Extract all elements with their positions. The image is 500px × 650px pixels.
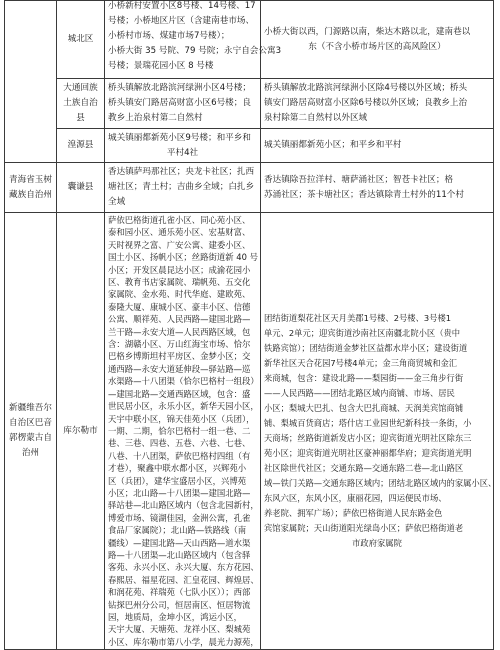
province-cell [5, 1, 57, 163]
table-row [5, 79, 494, 129]
county-cell: 大通回族土族自治县 [57, 79, 105, 129]
county-cell: 湟源县 [57, 129, 105, 163]
province-cell: 青海省玉树藏族自治州 [5, 163, 57, 213]
table-row [5, 163, 494, 213]
county-cell: 库尔勒市 [57, 213, 105, 650]
table-row [5, 213, 494, 650]
high-risk-area-cell: 桥头镇解放北路滨河绿洲小区4号楼； 桥头镇安门路居高财富小区6号楼；良 教乡上治泉村第二自然村 [105, 79, 261, 129]
table-row [5, 1, 494, 79]
county-cell: 城北区 [57, 1, 105, 79]
high-risk-area-cell: 萨依巴格街道孔雀小区、同心苑小区、 泰和园小区、通乐苑小区、宏基财富、 天时视界之富、广安公寓、建委小区、 国土小区、扬帆小区；丝路街道新 40 号 小区；开发区晨昆达小区；成渝花园小 区、教育书店家属院、瑞帆苑、五交化 家属院、金水苑、时代华庭、建欧苑、 泰隆大厦、康城小区、豪丰小区、信德 公寓、顺祥苑、人民西路—建国北路— 兰干路—永安大道—人民西路区域，包 含：湖赣小区、万山红海宝市场、恰尔 巴格乡博斯坦村平房区、金梦小区；交 通西路—永安大道延伸段—驿站路—巡 水渠路—十八团渠（恰尔巴格村一组段） —建国北路—交通西路区域，包含：盛 世民居小区，永乐小区，新华天园小区， 天宇中联小区，锦天佳苑小区（兵团）， 一期、二期，恰尔巴格村一组一巷、二 巷、三巷、四巷、五巷、六巷、七巷、 八巷、十八团渠，萨依巴格村四组（有 才巷），聚鑫中联水都小区，兴辉苑小 区（兵团），建华宝盛居小区，兴博苑 小区；北山路—十八团渠—建国北路— 驿站巷—北山路区域内（包含北园新村， 博爱市场、镜湖佳园，金洲公寓，孔雀 食品厂家属院）；北山路—铁路线（南 疆线）—建国北路—天山西路—道水渠 路—十八团渠—北山路区域内（包含驿 客苑、永兴小区、永兴大厦、东方花园、 春熙居、福星花园、汇皇花园、辉煌居、 和润花苑、祥瑞苑（七队小区））；西部 钻探巴州分公司，恒居南区、恒居物流 园，地质局，金坤小区，鸿运小区， 天宇大厦、天塘苑、龙祥小区、梨城苑 小区、库尔勒市第八小学，晨光力源苑， [105, 213, 261, 650]
high-risk-area-cell: 小桥新村安置小区8号楼、14号楼、17 号楼；小桥地区片区（含建南巷市场、 小桥村市场、煤建市场7号楼）； 小桥大街 35 号院、79 号院；永宁自会公寓3 号楼；景瑞花园小区 8 号楼 [105, 1, 261, 79]
medium-risk-area-cell: 桥头镇解放北路滨河绿洲小区除4号楼以外区域；桥头 镇安门路居高财富小区除6号楼以外区域；良教乡上治 泉村除第二自然村以外区域 [261, 79, 494, 129]
medium-risk-area-cell: 香达镇除吾拉洋村、塘萨涌社区；智苍卡社区；格 苏涌社区；茶卡塘社区；香达镇除青土村外的11个村 [261, 163, 494, 213]
medium-risk-area-cell: 城关镇丽都新苑小区；和平乡和平村 [261, 129, 494, 163]
table-row [5, 129, 494, 163]
medium-risk-area-cell: 团结街道梨花社区天月美郡1号楼、2号楼、3号楼1 单元、2单元；迎宾街道沙南社区南疆北院小区（贵中 铁路宾馆）；团结街道金梦社区益都水岸小区；建设街道 新华社区天合花园7号楼4单元；金三角商贸城和金汇 来商城，包含：建设北路——梨园街——金三角步行街 ——人民西路——团结北路区域内商铺、市场、居民 小区；梨城大巴扎、包含大巴扎商城、天润美宾馆商铺 铺、梨城百货商店；塔什店工业园世纪新科技一条街，小 天商场；丝路街道新发店小区；迎宾街道光明社区除东三 苑小区；迎宾街道光明社区豪神丽都华府；迎宾街道光明 社区除世代社区；交通东路—交通东路二巷—北山路区 域—铁门关路—交通东路区域内；团结北路区域内的家属小区、 东风六区，东风小区，康丽花园，四运便民市场、 养老院、拥军广场）；萨依巴格街道人民东路金色 宾馆家属院；天山街道阳光绿岛小区；萨依巴格街道老 市政府家属院 [261, 213, 494, 650]
high-risk-area-cell: 香达镇萨玛那社区；央龙卡社区；扎西 塘社区；青土村；吉曲乡全域；白扎乡 全域 [105, 163, 261, 213]
region-table [4, 0, 497, 650]
medium-risk-area-cell: 小桥大街以西，门源路以南，柴达木路以北，建南巷以 东（不含小桥市场片区的高风险区） [261, 1, 494, 79]
county-cell: 囊谦县 [57, 163, 105, 213]
province-cell: 新疆维吾尔自治区巴音郭楞蒙古自治州 [5, 213, 57, 650]
high-risk-area-cell: 城关镇丽都新苑小区9号楼；和平乡和 平村4社 [105, 129, 261, 163]
